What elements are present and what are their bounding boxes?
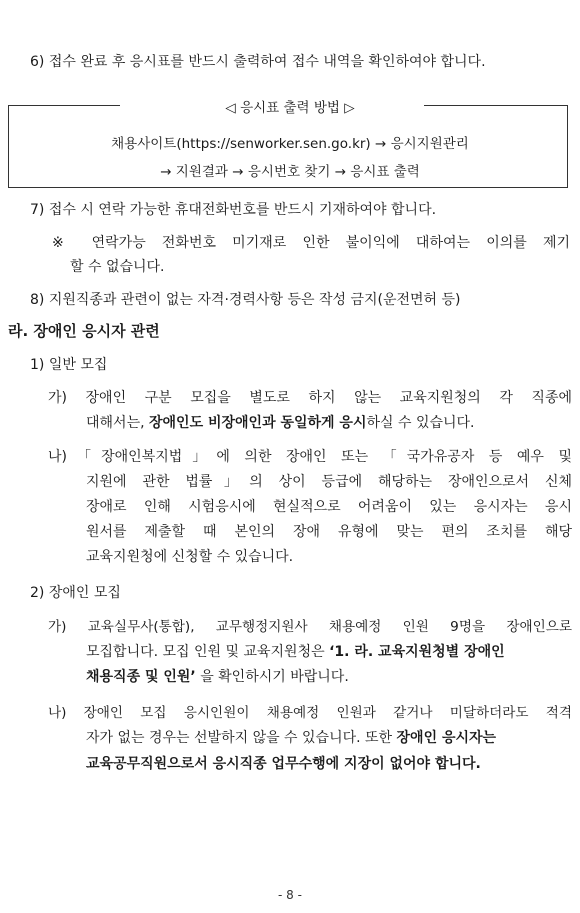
section-heading-ra: 라. 장애인 응시자 관련 <box>8 322 160 340</box>
note-7-line-1: ※ 연락가능 전화번호 미기재로 인한 불이익에 대하여는 이의를 제기 <box>52 235 570 251</box>
na1-line-2: 지원에 관한 법률」의 상이 등급에 해당하는 장애인으로서 신체 <box>86 474 572 490</box>
ga1-line-1: 가) 장애인 구분 모집을 별도로 하지 않는 교육지원청의 각 직종에 <box>48 390 572 406</box>
na2-line-3: 교육공무직원으로서 응시직종 업무수행에 지장이 없어야 합니다. <box>86 756 481 772</box>
print-method-line-2: → 지원결과 → 응시번호 찾기 → 응시표 출력 <box>160 164 420 180</box>
sub-heading-1: 1) 일반 모집 <box>30 357 108 373</box>
print-method-line-1: 채용사이트(https://senworker.sen.go.kr) → 응시지원관리 <box>111 136 469 152</box>
item-6: 6) 접수 완료 후 응시표를 반드시 출력하여 접수 내역을 확인하여야 합니다. <box>30 54 486 70</box>
page-number: - 8 - <box>278 888 302 902</box>
ga2-line-2: 모집합니다. 모집 인원 및 교육지원청은 ‘1. 라. 교육지원청별 장애인 <box>86 644 505 660</box>
sub-heading-2: 2) 장애인 모집 <box>30 585 121 601</box>
na1-line-4: 원서를 제출할 때 본인의 장애 유형에 맞는 편의 조치를 해당 <box>86 524 572 540</box>
ga2-line-1: 가) 교육실무사(통합), 교무행정지원사 채용예정 인원 9명을 장애인으로 <box>48 619 572 635</box>
print-method-title: ◁ 응시표 출력 방법 ▷ <box>225 100 355 116</box>
na2-line-2: 자가 없는 경우는 선발하지 않을 수 있습니다. 또한 장애인 응시자는 <box>86 730 497 746</box>
na2-line-1: 나) 장애인 모집 응시인원이 채용예정 인원과 같거나 미달하더라도 적격 <box>48 705 572 721</box>
na1-line-3: 장애로 인해 시험응시에 현실적으로 어려움이 있는 응시자는 응시 <box>86 499 572 515</box>
item-7: 7) 접수 시 연락 가능한 휴대전화번호를 반드시 기재하여야 합니다. <box>30 202 437 218</box>
note-7-line-2: 할 수 없습니다. <box>70 259 165 275</box>
ga2-line-3: 채용직종 및 인원’ 을 확인하시기 바랍니다. <box>86 669 349 685</box>
ga1-line-2: 대해서는, 장애인도 비장애인과 동일하게 응시하실 수 있습니다. <box>86 415 475 431</box>
na1-line-5: 교육지원청에 신청할 수 있습니다. <box>86 549 294 565</box>
item-8: 8) 지원직종과 관련이 없는 자격·경력사항 등은 작성 금지(운전면허 등) <box>30 292 461 308</box>
na1-line-1: 나)「장애인복지법」에 의한 장애인 또는 「국가유공자 등 예우 및 <box>48 449 572 465</box>
